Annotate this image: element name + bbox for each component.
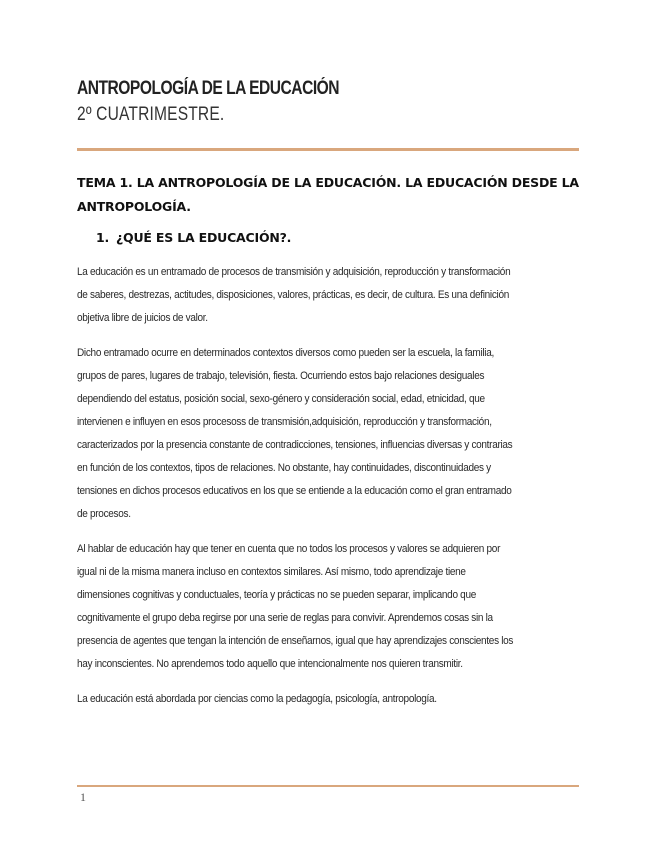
paragraph-line: igual ni de la misma manera incluso en contextos similares. Así mismo, todo aprendizaje tiene bbox=[77, 566, 466, 578]
paragraph-line: hay inconscientes. No aprendemos todo aquello que intencionalmente nos quieren transmitir. bbox=[77, 658, 463, 670]
paragraph-line: objetiva libre de juicios de valor. bbox=[77, 312, 208, 324]
document-title: ANTROPOLOGÍA DE LA EDUCACIÓN bbox=[77, 78, 340, 99]
paragraph-line: de procesos. bbox=[77, 508, 131, 520]
paragraph-3 bbox=[77, 538, 526, 676]
paragraph-line: caracterizados por la presencia constante de contradicciones, tensiones, influencias diversas y contrarias bbox=[77, 439, 513, 451]
paragraph-1 bbox=[77, 261, 526, 330]
header-divider bbox=[77, 148, 579, 151]
paragraph-line: Dicho entramado ocurre en determinados contextos diversos como pueden ser la escuela, la familia, bbox=[77, 347, 494, 359]
tema-heading-line-1: TEMA 1. LA ANTROPOLOGÍA DE LA EDUCACIÓN. LA EDUCACIÓN DESDE LA bbox=[77, 175, 579, 190]
paragraph-2 bbox=[77, 342, 526, 526]
paragraph-line: La educación está abordada por ciencias como la pedagogía, psicología, antropología. bbox=[77, 693, 437, 705]
tema-heading-line-2: ANTROPOLOGÍA. bbox=[77, 199, 191, 214]
section-heading bbox=[96, 229, 291, 247]
section-title: ¿QUÉ ES LA EDUCACIÓN?. bbox=[116, 230, 292, 245]
tema-heading bbox=[77, 171, 587, 219]
section-number: 1. bbox=[96, 230, 110, 245]
paragraph-line: Al hablar de educación hay que tener en cuenta que no todos los procesos y valores se adquieren por bbox=[77, 543, 501, 555]
paragraph-line: grupos de pares, lugares de trabajo, televisión, fiesta. Ocurriendo estos bajo relaciones desiguales bbox=[77, 370, 485, 382]
paragraph-line: La educación es un entramado de procesos de transmisión y adquisición, reproducción y transformación bbox=[77, 266, 511, 278]
paragraph-line: tensiones en dichos procesos educativos en los que se entiende a la educación como el gran entramado bbox=[77, 485, 512, 497]
paragraph-line: cognitivamente el grupo deba regirse por una serie de reglas para convivir. Aprendemos cosas sin la bbox=[77, 612, 493, 624]
paragraph-line: en función de los contextos, tipos de relaciones. No obstante, hay continuidades, discontinuidades y bbox=[77, 462, 491, 474]
paragraph-line: presencia de agentes que tengan la intención de enseñarnos, igual que hay aprendizajes conscientes los bbox=[77, 635, 514, 647]
paragraph-line: dependiendo del estatus, posición social, sexo-género y consideración social, edad, etnicidad, que bbox=[77, 393, 485, 405]
document-subtitle: 2º CUATRIMESTRE. bbox=[77, 104, 225, 125]
page-number: 1 bbox=[80, 790, 86, 804]
paragraph-line: intervienen e influyen en esos procesoss de transmisión,adquisición, reproducción y transformación, bbox=[77, 416, 492, 428]
paragraph-line: de saberes, destrezas, actitudes, disposiciones, valores, prácticas, es decir, de cultura. Es una definición bbox=[77, 289, 509, 301]
paragraph-4 bbox=[77, 688, 526, 711]
footer-divider bbox=[77, 785, 579, 787]
paragraph-line: dimensiones cognitivas y conductuales, teoría y prácticas no se pueden separar, implicando que bbox=[77, 589, 476, 601]
